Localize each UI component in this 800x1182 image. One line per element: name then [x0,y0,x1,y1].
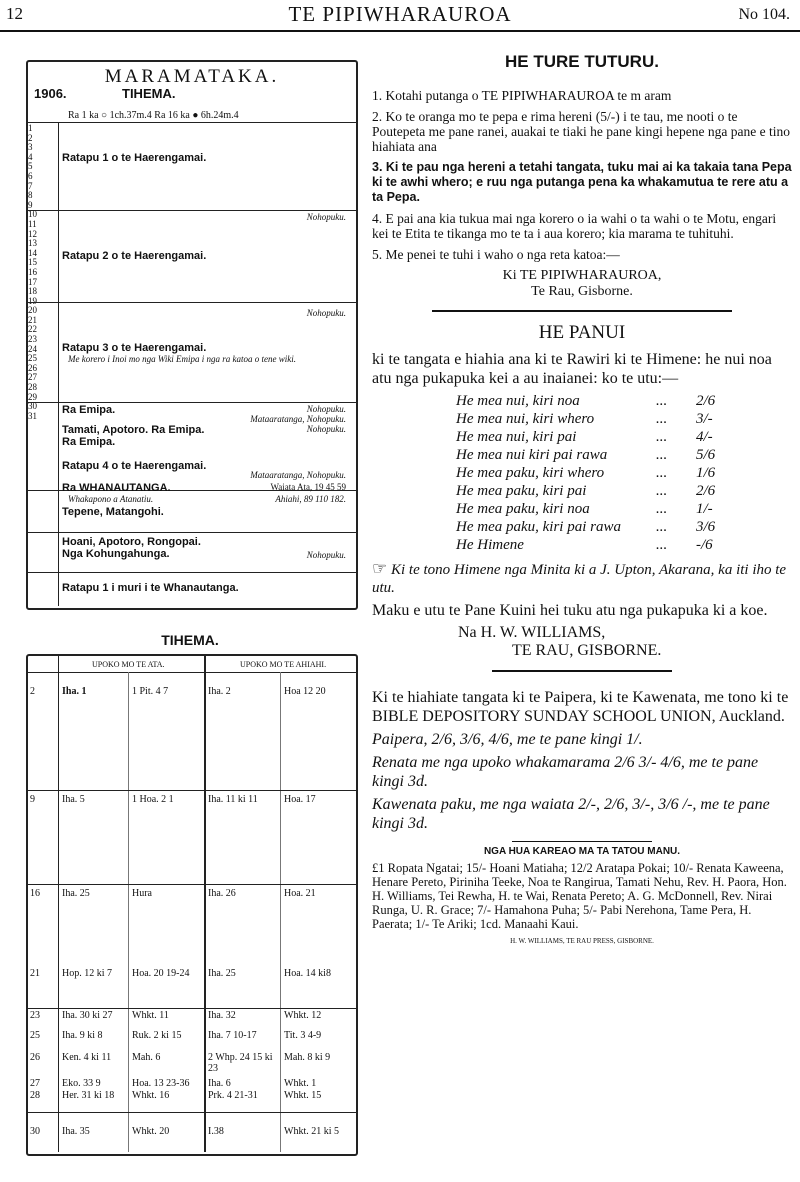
morning-1: Iha. 30 ki 27 [62,1010,113,1021]
price-row: He mea paku, kiri noa ... 1/- [456,501,713,517]
ture-item: 5. Me penei te tuhi i waho o nga reta katoa:— [372,247,620,262]
page-header [0,0,800,32]
evening-1: Iha. 26 [208,888,236,899]
entry-emipa-note: Me korero i Inoi mo nga Wiki Emipa i nga ra katoa o tene wiki. [68,354,297,364]
morning-1: Iha. 5 [62,794,85,805]
evening-1: Iha. 11 ki 11 [208,794,258,805]
row-day: 23 [30,1010,40,1021]
calendar-lessons [26,654,358,1156]
row-day: 2 [30,686,35,697]
entry-ahiahi: Ahiahi, 89 110 182. [275,494,346,504]
evening-2: Whkt. 21 ki 5 [284,1126,339,1137]
morning-2: 1 Hoa. 2 1 [132,794,174,805]
printer-line: H. W. WILLIAMS, TE RAU PRESS, GISBORNE. [510,937,654,945]
renata-price: Renata me nga upoko whakamarama 2/6 3/- 4/6, me te pane kingi 3d. [372,754,759,790]
morning-2: Ruk. 2 ki 15 [132,1030,182,1041]
entry-ratapu-1: Ratapu 1 o te Haerengamai. [62,152,207,164]
morning-1: Iha. 9 ki 8 [62,1030,103,1041]
moon-phases: Ra 1 ka ○ 1ch.37m.4 Ra 16 ka ● 6h.24m.4 [68,110,239,121]
panui-maku: Maku e utu te Pane Kuini hei tuku atu nga pukapuka ki a koe. [372,602,768,619]
morning-2: Whkt. 16 [132,1090,170,1101]
morning-2: Mah. 6 [132,1052,161,1063]
entry-nohopuku-21: Nohopuku. [306,424,346,434]
morning-2: Hoa. 13 23-36 [132,1078,190,1089]
calendar-year: 1906. [34,86,67,101]
page-number: 12 [6,4,23,23]
row-day: 27 [30,1078,40,1089]
evening-2: Hoa. 14 ki8 [284,968,331,979]
evening-2: Mah. 8 ki 9 [284,1052,331,1063]
evening-2: Hoa. 21 [284,888,316,899]
pointing-hand-icon: ☞ [372,559,388,578]
newspaper-title: TE PIPIWHARAUROA [288,2,512,26]
morning-1: Ken. 4 ki 11 [62,1052,112,1063]
row-day: 21 [30,968,40,979]
paipera-intro: Ki te hiahiate tangata ki te Paipera, ki te Kawenata, me tono ki te BIBLE DEPOSITORY SUNDAY SCHOOL UNION, Auckland. [372,689,789,725]
price-row: He mea paku, kiri pai rawa ... 3/6 [456,519,716,535]
ture-heading: HE TURE TUTURU. [505,52,659,71]
evening-2: Whkt. 15 [284,1090,322,1101]
panui-sign-2: TE RAU, GISBORNE. [512,642,662,659]
panui-note: Ki te tono Himene nga Minita ki a J. Upton, Akarana, ka iti iho te utu. [372,562,787,596]
entry-nohopuku-7: Nohopuku. [306,212,346,222]
evening-1: Iha. 25 [208,968,236,979]
lessons-month: TIHEMA. [161,632,219,648]
panui-intro: ki te tangata e hiahia ana ki te Rawiri ki te Himene: he nui noa atu nga pukapuka kei a au inaianei: ko te utu:— [372,351,772,387]
morning-1: Hop. 12 ki 7 [62,968,112,979]
price-row: He mea paku, kiri whero ... 1/6 [456,465,716,481]
entry-hoani: Hoani, Apotoro, Rongopai. [62,536,201,548]
ture-item: 3. Ki te pau nga hereni a tetahi tangata, tuku mai ai ka takaia tana Pepa ki te awhi whero; e ruu nga putanga pena ka whakamutua te rere atu a ta Pepa. [372,160,792,204]
entry-whakapono: Whakapono a Atanatiu. [68,494,154,504]
row-day: 25 [30,1030,40,1041]
entry-nohopuku-14: Nohopuku. [306,308,346,318]
ture-sign-2: Te Rau, Gisborne. [531,284,633,299]
day-number-column: 1 2 3 4 5 6 7 8 9 10 11 12 13 14 15 16 17 18 19 20 21 22 23 24 25 26 27 28 29 30 31 [28,123,37,421]
morning-2: Whkt. 20 [132,1126,170,1137]
price-row: He mea nui, kiri whero ... 3/- [456,411,713,427]
morning-2: Hura [132,888,152,899]
price-row: He mea nui, kiri pai ... 4/- [456,429,713,445]
price-row: He Himene ... -/6 [456,537,713,553]
entry-ratapu-4: Ratapu 4 o te Haerengamai. [62,460,207,472]
row-day: 26 [30,1052,40,1063]
morning-1: Eko. 33 9 [62,1078,101,1089]
entry-kohungahunga: Nga Kohungahunga. [62,548,170,560]
entry-nohopuku-28: Nohopuku. [306,550,346,560]
entry-ra-emipa-19: Ra Emipa. [62,404,116,416]
morning-2: 1 Pit. 4 7 [132,686,169,697]
ture-item: 1. Kotahi putanga o TE PIPIWHARAUROA te m aram [372,88,672,103]
entry-ra-emipa-22: Ra Emipa. [62,436,116,448]
entry-tamati: Tamati, Apotoro. Ra Emipa. [62,424,205,436]
evening-2: Tit. 3 4-9 [284,1030,322,1041]
morning-2: Hoa. 20 19-24 [132,968,190,979]
evening-1: 2 Whp. 24 15 ki 23 [208,1052,273,1074]
morning-1: Iha. 25 [62,888,90,899]
evening-1: Prk. 4 21-31 [208,1090,258,1101]
morning-1: Iha. 1 [62,686,87,697]
row-day: 16 [30,888,40,899]
hua-heading: NGA HUA KAREAO MA TA TATOU MANU. [483,846,681,857]
evening-2: Whkt. 12 [284,1010,322,1021]
panui-sign-1: Na H. W. WILLIAMS, [458,624,606,641]
ture-sign-1: Ki TE PIPIWHARAUROA, [502,268,662,283]
entry-waiata-ata: Waiata Ata, 19 45 59 [270,482,346,492]
paipera-price: Paipera, 2/6, 3/6, 4/6, me te pane kingi 1/. [372,731,643,748]
evening-1: Iha. 7 10-17 [208,1030,257,1041]
row-day: 9 [30,794,35,805]
panui-heading: HE PANUI [538,322,626,343]
row-day: 28 [30,1090,40,1101]
calendar-maramataka [26,60,358,610]
morning-2: Whkt. 11 [132,1010,169,1021]
price-row: He mea nui, kiri noa ... 2/6 [456,393,716,409]
evening-1: Iha. 2 [208,686,231,697]
evening-1: I.38 [208,1126,224,1137]
entry-ratapu-2: Ratapu 2 o te Haerengamai. [62,250,207,262]
evening-2: Hoa. 17 [284,794,316,805]
ture-item: 4. E pai ana kia tukua mai nga korero o ia wahi o ta wahi o te Motu, engari kei te Etita te tikanga mo te ta i aua korero; kia marama te tuhituhi. [372,211,777,241]
right-column [372,52,792,945]
entry-ratapu-3: Ratapu 3 o te Haerengamai. [62,342,207,354]
row-day: 30 [30,1126,40,1137]
morning-1: Iha. 35 [62,1126,90,1137]
price-row: He mea nui kiri pai rawa ... 5/6 [456,447,716,463]
calendar-month: TIHEMA. [122,86,176,101]
kawenata-price: Kawenata paku, me nga waiata 2/-, 2/6, 3/-, 3/6 /-, me te pane kingi 3d. [372,796,770,832]
price-row: He mea paku, kiri pai ... 2/6 [456,483,716,499]
entry-tepene: Tepene, Matangohi. [62,506,164,518]
evening-1: Iha. 32 [208,1010,236,1021]
morning-1: Her. 31 ki 18 [62,1090,115,1101]
calendar-heading: MARAMATAKA. [104,66,280,87]
entry-ratapu-whanautanga: Ratapu 1 i muri i te Whanautanga. [62,582,239,594]
issue-number: No 104. [738,6,790,23]
entry-mataaratanga-20: Mataaratanga, Nohopuku. [250,414,346,424]
col-morning: UPOKO MO TE ATA. [92,660,165,669]
entry-whanautanga: Ra WHANAUTANGA. [62,482,171,494]
entry-mataaratanga-24: Mataaratanga, Nohopuku. [250,470,346,480]
ture-item: 2. Ko te oranga mo te pepa e rima hereni (5/-) i te tau, me nooti o te Poutepeta me pane ranei, auakai te tiaki he pane kingi hepene nga pane e tino hiahiata ana [372,109,790,154]
evening-1: Iha. 6 [208,1078,231,1089]
evening-2: Whkt. 1 [284,1078,317,1089]
col-evening: UPOKO MO TE AHIAHI. [240,660,327,669]
hua-text: £1 Ropata Ngatai; 15/- Hoani Matiaha; 12/2 Aratapa Pokai; 10/- Renata Kaweena, Henare Pereto, Piriniha Teeke, Noa te Rangirua, Tamati Nehu, Rev. H. Paora, Hon. H. Williams, Tei Rewha, H. te Wai, Renata Pereto; A. G. McDonnell, Rev. Nirai Runga, U. R. Grace; 7/- Hamahona Puha; 5/- Pabi Nerehona, Tame Pera, H. Paerata; 1/- Te Ariki; 1cd. Manaahi Kaui. [372,861,787,931]
evening-2: Hoa 12 20 [284,686,326,697]
entry-nohopuku-19: Nohopuku. [306,404,346,414]
